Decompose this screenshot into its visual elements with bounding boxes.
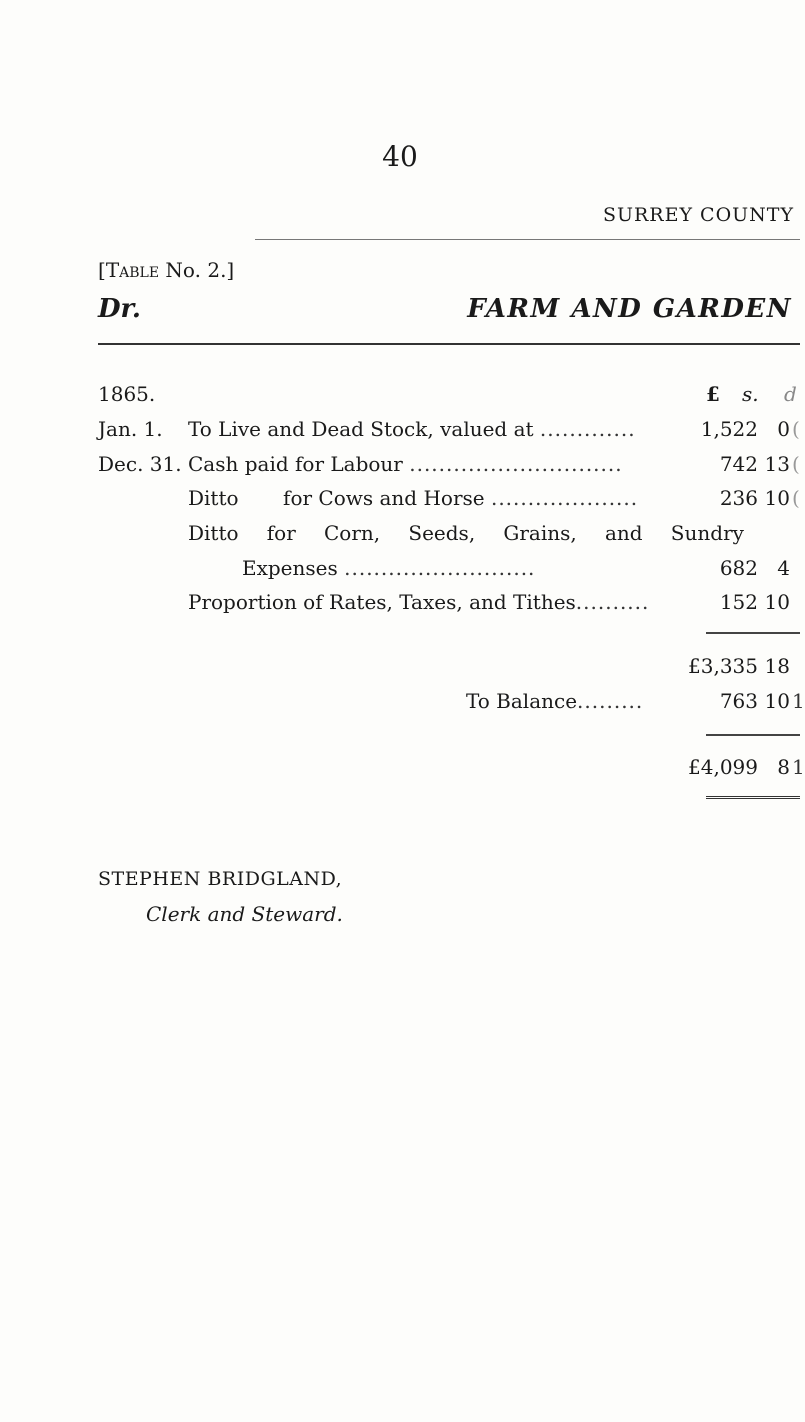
signatory-title: Clerk and Steward. [146,902,343,926]
pence-column-header: d [784,382,797,406]
entry-text: Ditto for Cows and Horse [188,486,485,510]
subtotal-rule [706,632,800,634]
entry-description-justified [188,521,744,545]
word: Sundry [670,521,744,545]
table-label [98,258,234,282]
entry-pounds: 682 [719,556,758,580]
leader-dots: .................... [490,486,639,510]
title-rule [98,343,800,345]
total-double-rule [706,796,800,799]
entry-text: Expenses [242,556,338,580]
entry-pounds: 742 [719,452,758,476]
leader-dots: .......... [575,590,650,614]
signatory-name: STEPHEN BRIDGLAND, [98,868,343,890]
entry-date: Jan. 1. [98,417,163,441]
entry-date: Dec. 31. [98,452,182,476]
table-label-open: [ [98,258,106,282]
word: for [266,521,296,545]
balance-text: To Balance [466,689,578,713]
leader-dots: ............................. [409,452,623,476]
entry-shillings: 10 [764,590,790,614]
balance-pence: 1 [792,689,805,713]
entry-description [188,486,638,510]
balance-shillings: 10 [764,689,790,713]
entry-pounds: 152 [719,590,758,614]
total-pence: 1 [792,755,805,779]
entry-shillings: 10 [764,486,790,510]
entry-description [188,452,623,476]
entry-shillings: 4 [777,556,790,580]
entry-text: Proportion of Rates, Taxes, and Tithes [188,590,576,614]
entry-pounds: 1,522 [700,417,758,441]
total-shillings: 8 [777,755,790,779]
entry-text: Cash paid for Labour [188,452,403,476]
balance-pounds: 763 [719,689,758,713]
word: Grains, [503,521,577,545]
pounds-column-header: £ [706,382,720,406]
leader-dots: ......... [577,689,644,713]
year-label: 1865. [98,382,156,406]
total-pounds: £4,099 [688,755,758,779]
shillings-column-header: s. [742,382,759,406]
word: Seeds, [408,521,476,545]
entry-description [188,590,649,614]
debit-label: Dr. [98,294,141,324]
table-label-number: No. 2.] [159,258,235,282]
entry-pence: ( [792,486,800,510]
entry-description [242,556,535,580]
table-label-word: Table [105,258,160,282]
subtotal-pounds: £3,335 [688,654,758,678]
entry-pence: ( [792,452,800,476]
total-rule [706,734,800,736]
county-heading: SURREY COUNTY [602,204,794,226]
entry-shillings: 13 [764,452,790,476]
entry-text: To Live and Dead Stock, valued at [188,417,534,441]
word: Ditto [188,521,239,545]
leader-dots: .......................... [344,556,536,580]
entry-shillings: 0 [777,417,790,441]
account-title: FARM AND GARDEN [467,294,792,324]
subtotal-shillings: 18 [764,654,790,678]
leader-dots: ............. [539,417,636,441]
balance-description [466,689,643,713]
word: and [604,521,643,545]
word: Corn, [324,521,381,545]
page-number: 40 [382,140,418,173]
entry-description [188,417,636,441]
entry-pounds: 236 [719,486,758,510]
header-rule [255,239,800,240]
entry-pence: ( [792,417,800,441]
